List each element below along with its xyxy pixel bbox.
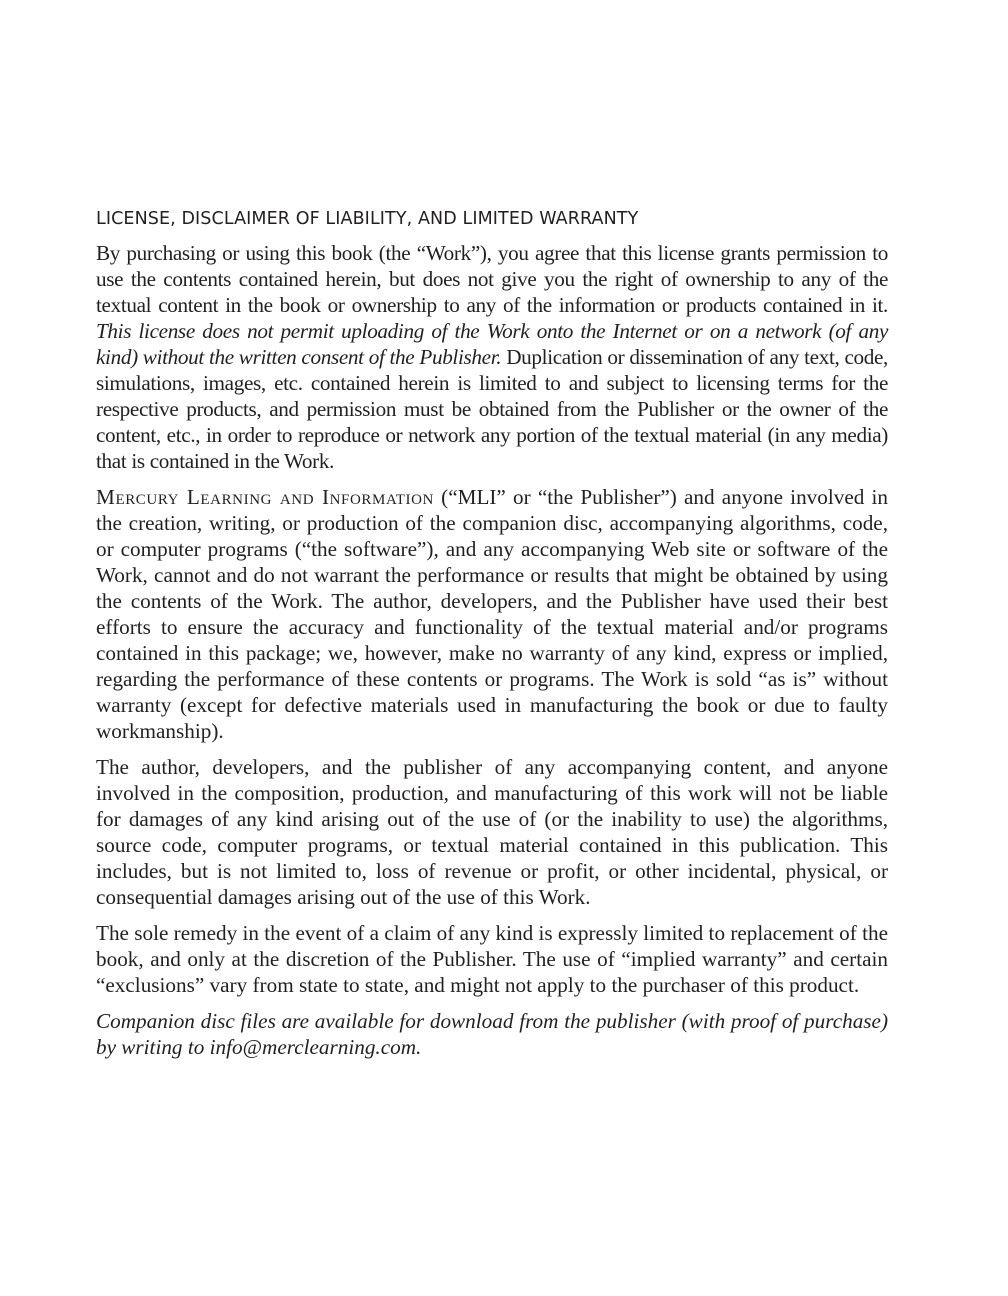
paragraph-companion-disc: Companion disc files are available for download from the publisher (with proof of purchase) by writing to info@merclearning.com. — [96, 1009, 888, 1059]
license-heading: LICENSE, DISCLAIMER OF LIABILITY, AND LIMITED WARRANTY — [96, 209, 639, 229]
paragraph-ownership — [96, 240, 888, 474]
publisher-name: Mercury Learning and Information — [96, 485, 434, 509]
paragraph-warranty-text: (“MLI” or “the Publisher”) and anyone involved in the creation, writing, or production of the companion disc, accompanying algorithms, code, or computer programs (“the software”), and any accompanying Web site or software of the Work, cannot and do not warrant the performance or results that might be obtained by using the contents of the Work. The author, developers, and the Publisher have used their best efforts to ensure the accuracy and functionality of the textual material and/or programs contained in this package; we, however, make no warranty of any kind, express or implied, regarding the performance of these contents or programs. The Work is sold “as is” without warranty (except for defective materials used in manufacturing the book or due to faulty workmanship). — [96, 485, 888, 743]
paragraph-ownership-italic: This license does not permit uploading of the Work onto the Internet or on a network (of any kind) without the written consent of the Publisher. — [96, 319, 888, 369]
paragraph-remedy: The sole remedy in the event of a claim of any kind is expressly limited to replacement of the book, and only at the discretion of the Publisher. The use of “implied warranty” and certain “exclusions” vary from state to state, and might not apply to the purchaser of this product. — [96, 921, 888, 997]
paragraph-ownership-duplication: Duplication or dissemination of any text, code, simulations, images, etc. contained herein is limited to and subject to licensing terms for the respective products, and permission must be obtained from the Publisher or the owner of the content, etc., in order to reproduce or network any portion of the textual material (in any media) that is contained in the Work. — [96, 345, 888, 473]
license-text-block — [96, 206, 888, 1070]
paragraph-warranty — [96, 484, 888, 744]
paragraph-liability: The author, developers, and the publisher of any accompanying content, and anyone involved in the composition, production, and manufacturing of this work will not be liable for damages of any kind arising out of the use of (or the inability to use) the algorithms, source code, computer programs, or textual material contained in this publication. This includes, but is not limited to, loss of revenue or profit, or other incidental, physical, or consequential damages arising out of the use of this Work. — [96, 755, 888, 909]
paragraph-ownership-text: By purchasing or using this book (the “Work”), you agree that this license grants permission to use the contents contained herein, but does not give you the right of ownership to any of the textual content in the book or ownership to any of the information or products contained in it. — [96, 241, 888, 317]
